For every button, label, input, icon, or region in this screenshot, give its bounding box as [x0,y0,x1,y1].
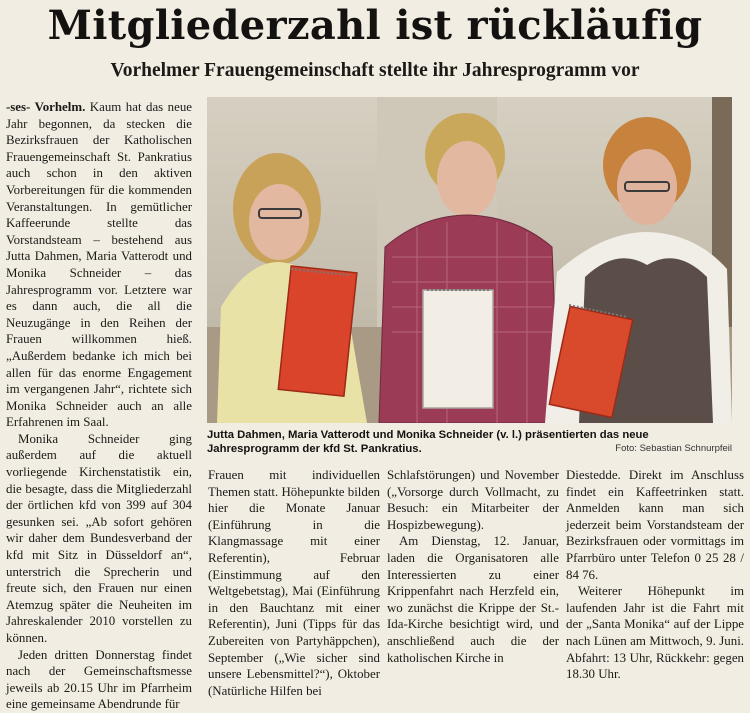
photo-credit: Foto: Sebastian Schnurpfeil [615,443,732,454]
paragraph: Diestedde. Direkt im Anschluss findet ein Kaffeetrinken statt. Anmelden kann man sich jederzeit beim Vorstandsteam der Bezirksfrauen oder vormittags im Pfarrbüro unter Telefon 0 25 28 / 84 76. [566,468,744,582]
paragraph: Monika Schneider ging außerdem auf die aktuell vorliegende Kirchenstatistik ein, die besagte, dass die Mitgliederzahl der örtlichen kfd von 399 auf 304 gesunken sei. „Ab sofort gehören wir daher dem Bundesverband der kfd mit Sitz in Düsseldorf an“, unterstrich die Sprecherin und freute sich, den Frauen nur einen Atemzug später die Neuheiten im Jahreskalender 2010 vorstellen zu können. [6,431,192,645]
paragraph: Am Dienstag, 12. Januar, laden die Organisatoren alle Interessierten zu einer Krippenfahrt nach Herzfeld ein, wo zunächst die Krippe der St.-Ida-Kirche besichtigt wird, und anschließend auch die der katholischen Kirche in [387,534,559,665]
subheadline: Vorhelmer Frauengemeinschaft stellte ihr Jahresprogramm vor [110,60,640,81]
paragraph [6,99,192,431]
article-column-2 [208,467,380,699]
paragraph: Jeden dritten Donnerstag findet nach der Gemeinschaftsmesse jeweils ab 20.15 Uhr im Pfarrheim eine gemeinsame Abendrunde für [6,647,192,712]
photo-three-women [207,97,732,423]
paragraph: Schlafstörungen) und November („Vorsorge durch Vollmacht, zu Besuch: ein Mitarbeiter der Hospizbewegung). [387,468,559,532]
dateline: -ses- Vorhelm. [6,100,86,114]
paragraph-text: Kaum hat das neue Jahr begonnen, da stecken die Bezirksfrauen der Katholischen Frauengemeinschaft St. Pankratius auch schon in den aktiven Vorbereitungen für die kommenden Veranstaltungen. In gemütlicher Kaffeerunde stellte das Vorstandsteam – bestehend aus Jutta Dahmen, Maria Vatterodt und Monika Schneider – das Jahresprogramm vor. Letztere war es dann auch, die all die Neuzugänge in den Reihen der Frauen willkommen hieß. „Außerdem bedanke ich mich bei allen für das enorme Engagement im vergangenen Jahr“, richtete sich Monika Schneider auch an alle Erfahrenen im Saal. [6,100,192,430]
article-photo [207,97,732,423]
article-column-1 [6,99,192,713]
photo-caption: Jutta Dahmen, Maria Vatterodt und Monika Schneider (v. l.) präsentierten das neue Jahresprogramm der kfd St. Pankratius. [207,429,649,455]
headline: Mitgliederzahl ist rückläufig [47,2,703,49]
paragraph: Frauen mit individuellen Themen statt. Höhepunkte bilden hier die Monate Januar (Einführung in die Klangmassage mit einer Referentin), Februar (Einstimmung auf den Weltgebetstag), Mai (Einführung in den Bauchtanz mit einer Referentin), Juni (Tipps für das Zubereiten von Partyhäppchen), September („Wie sicher sind unsere Lebensmittel?“), Oktober (Natürliche Hilfen bei [208,468,380,698]
article-column-4 [566,467,744,683]
paragraph: Weiterer Höhepunkt im laufenden Jahr ist die Fahrt mit der „Santa Monika“ auf der Lippe nach Lünen am Mittwoch, 9. Juni. Abfahrt: 13 Uhr, Rückkehr: gegen 18.30 Uhr. [566,584,744,682]
article-column-3 [387,467,559,666]
